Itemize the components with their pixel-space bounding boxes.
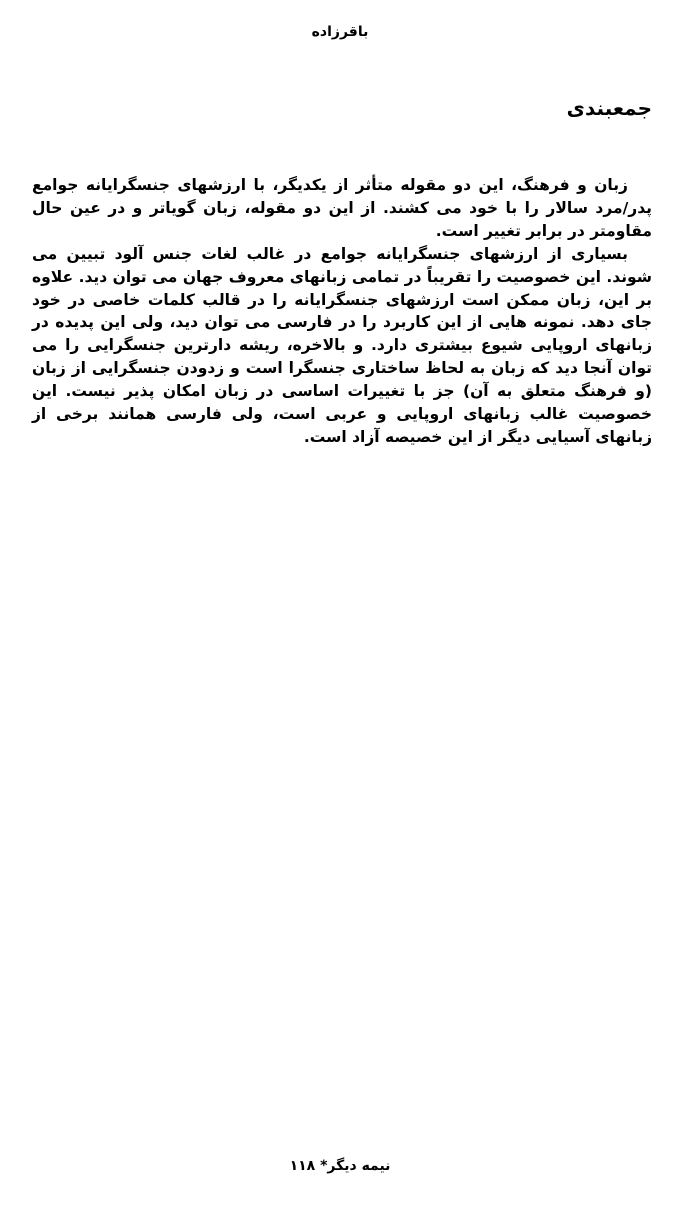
paragraph: زبان و فرهنگ، این دو مقوله متأثر از یکدیگر، با ارزشهای جنسگرایانه جوامع پدر/مرد سالار را با خود می کشند. از این دو مقوله، زبان گویاتر و در عین حال مقاومتر در برابر تغییر است. [32, 176, 652, 240]
running-header: باقرزاده [311, 24, 369, 40]
body-text [32, 174, 652, 449]
page-footer: نیمه دیگر* ۱۱۸ [289, 1158, 391, 1174]
section-title: جمعبندی [566, 96, 652, 120]
paragraph: بسیاری از ارزشهای جنسگرایانه جوامع در غالب لغات جنس آلود تبیین می شوند. این خصوصیت را تقریباً در تمامی زبانهای معروف جهان می توان دید. علاوه بر این، زبان ممکن است ارزشهای جنسگرایانه را در قالب کلمات خاصی در خود جای دهد. نمونه هایی از این کاربرد را در فارسی می توان دید، ولی این پدیده در زبانهای اروپایی شیوع بیشتری دارد. و بالاخره، ریشه دارترین جنسگرایی را می توان آنجا دید که زبان به لحاظ ساختاری جنسگرا است و زدودن جنسگرایی از زبان (و فرهنگ متعلق به آن) جز با تغییرات اساسی در زبان امکان پذیر نیست. این خصوصیت غالب زبانهای اروپایی و عربی است، ولی فارسی همانند برخی از زبانهای آسیایی دیگر از این خصیصه آزاد است. [32, 244, 652, 446]
